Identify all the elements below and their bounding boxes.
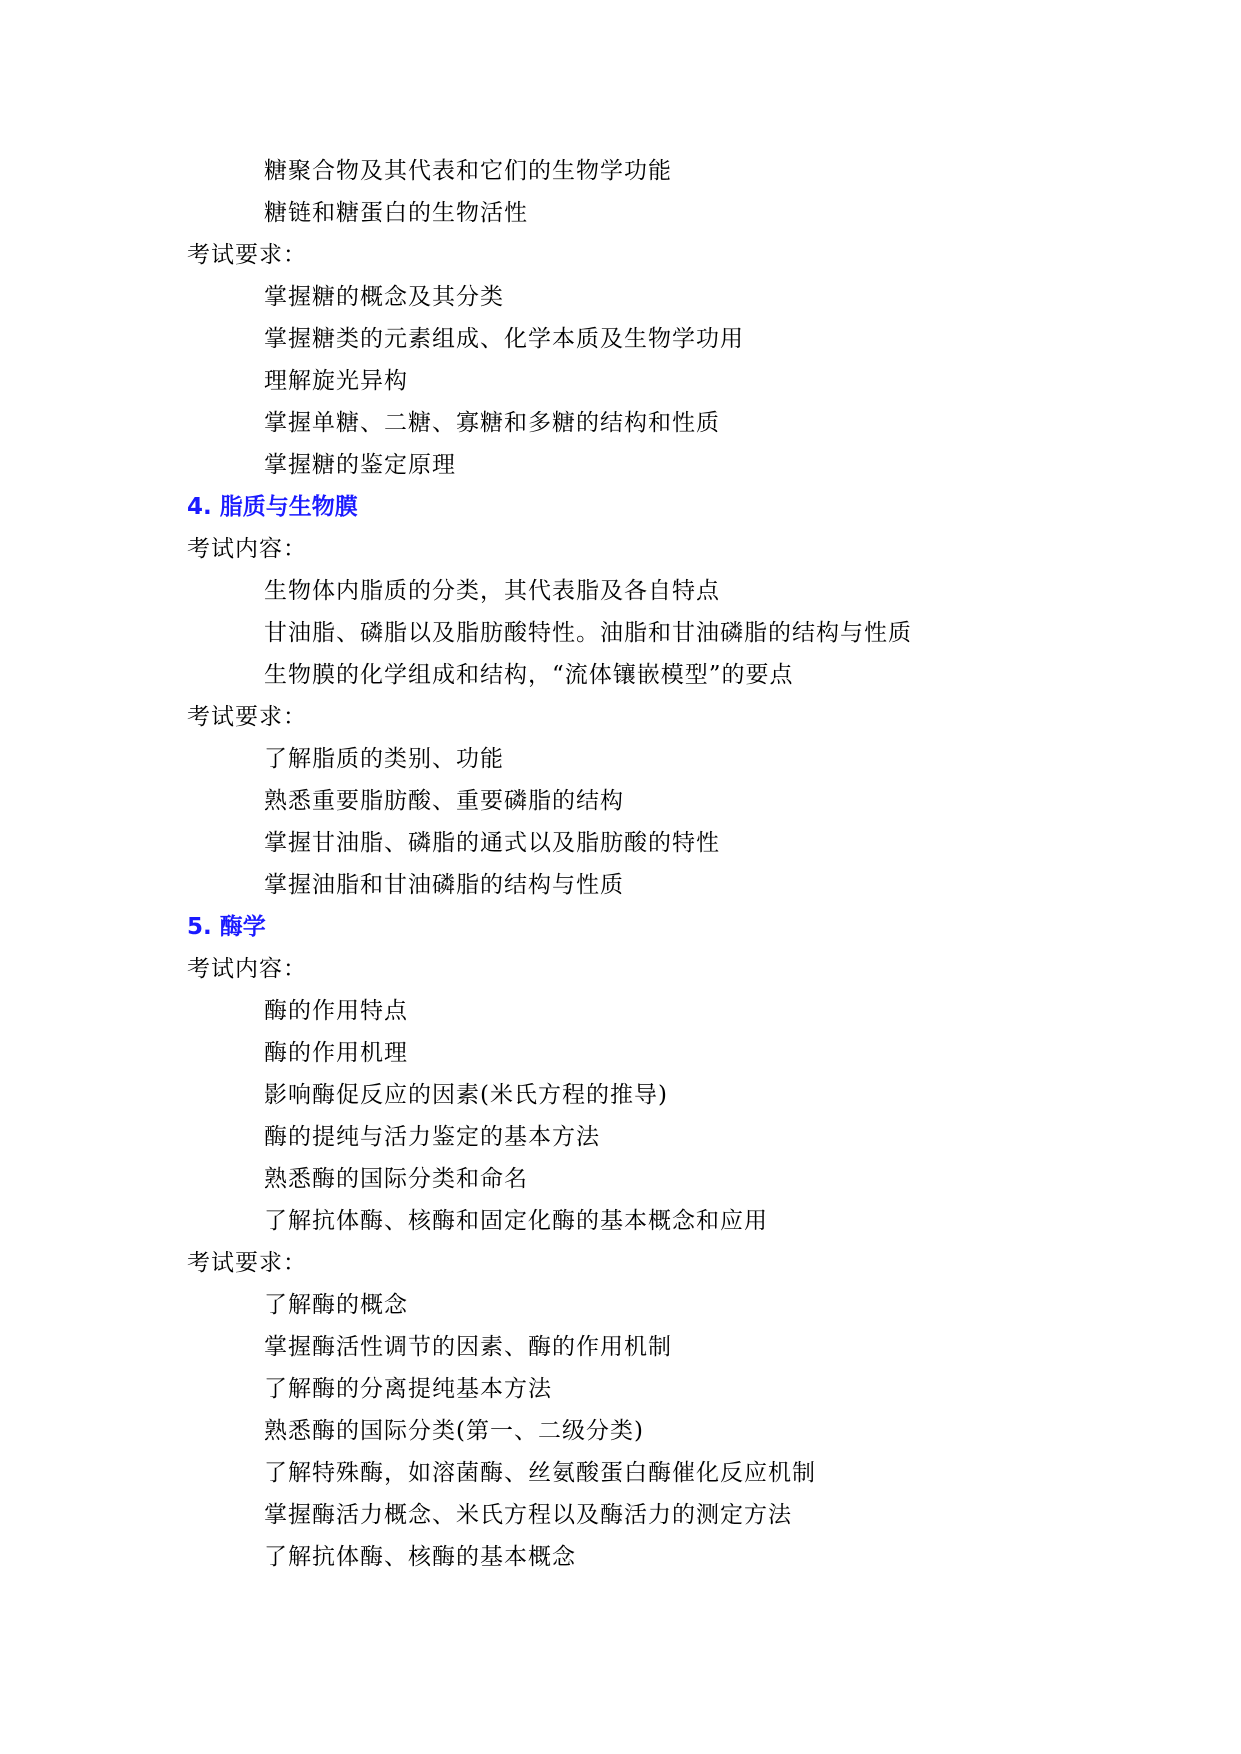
content-item: 理解旋光异构 (264, 368, 408, 394)
content-item: 生物体内脂质的分类，其代表脂及各自特点 (264, 578, 720, 604)
section-heading (187, 907, 266, 947)
section-label: 考试要求： (187, 1250, 307, 1276)
content-item: 掌握单糖、二糖、寡糖和多糖的结构和性质 (264, 410, 720, 436)
content-item: 糖链和糖蛋白的生物活性 (264, 200, 528, 226)
content-item: 熟悉重要脂肪酸、重要磷脂的结构 (264, 788, 624, 814)
section-label: 考试要求： (187, 242, 307, 268)
content-item: 了解酶的概念 (264, 1292, 408, 1318)
content-item: 了解抗体酶、核酶的基本概念 (264, 1544, 576, 1570)
section-number: 5. (187, 914, 212, 940)
section-label: 考试内容： (187, 956, 307, 982)
section-label: 考试内容： (187, 536, 307, 562)
content-item: 掌握酶活力概念、米氏方程以及酶活力的测定方法 (264, 1502, 792, 1528)
content-item: 掌握糖的概念及其分类 (264, 284, 504, 310)
content-item: 掌握甘油脂、磷脂的通式以及脂肪酸的特性 (264, 830, 720, 856)
content-item: 了解脂质的类别、功能 (264, 746, 504, 772)
content-item: 生物膜的化学组成和结构，“流体镶嵌模型”的要点 (264, 662, 794, 688)
content-item: 甘油脂、磷脂以及脂肪酸特性。油脂和甘油磷脂的结构与性质 (264, 620, 912, 646)
content-item: 掌握糖类的元素组成、化学本质及生物学功用 (264, 326, 744, 352)
section-number: 4. (187, 494, 212, 520)
content-item: 影响酶促反应的因素(米氏方程的推导) (264, 1082, 668, 1108)
section-title: 酶学 (219, 914, 266, 940)
section-heading (187, 487, 358, 527)
content-item: 酶的作用特点 (264, 998, 408, 1024)
content-item: 糖聚合物及其代表和它们的生物学功能 (264, 158, 672, 184)
content-item: 了解抗体酶、核酶和固定化酶的基本概念和应用 (264, 1208, 768, 1234)
content-item: 酶的提纯与活力鉴定的基本方法 (264, 1124, 600, 1150)
section-title: 脂质与生物膜 (219, 494, 358, 520)
content-item: 酶的作用机理 (264, 1040, 408, 1066)
content-item: 掌握酶活性调节的因素、酶的作用机制 (264, 1334, 672, 1360)
content-item: 熟悉酶的国际分类和命名 (264, 1166, 528, 1192)
content-item: 掌握糖的鉴定原理 (264, 452, 456, 478)
content-item: 熟悉酶的国际分类(第一、二级分类) (264, 1418, 644, 1444)
section-label: 考试要求： (187, 704, 307, 730)
content-item: 了解酶的分离提纯基本方法 (264, 1376, 552, 1402)
content-item: 掌握油脂和甘油磷脂的结构与性质 (264, 872, 624, 898)
content-item: 了解特殊酶，如溶菌酶、丝氨酸蛋白酶催化反应机制 (264, 1460, 816, 1486)
